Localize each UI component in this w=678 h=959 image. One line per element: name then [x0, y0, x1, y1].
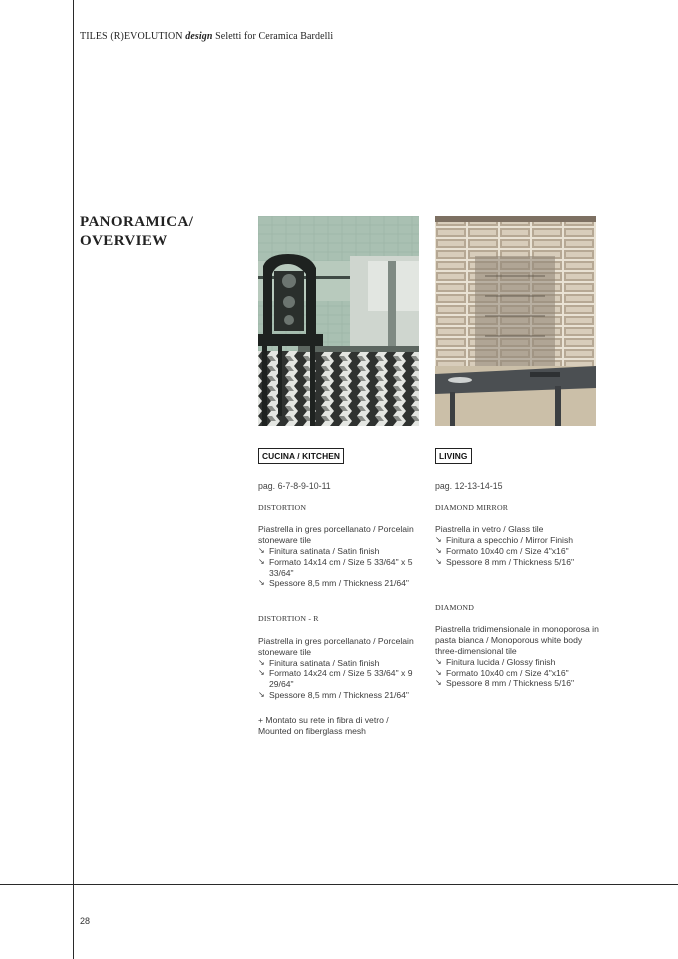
page-title — [80, 213, 193, 251]
page-reference: pag. 12-13-14-15 — [435, 480, 503, 491]
spec-item: ↘ Spessore 8,5 mm / Thickness 21/64" — [258, 578, 409, 589]
arrow-icon: ↘ — [435, 667, 442, 677]
left-margin-rule — [73, 0, 74, 959]
title-line-2: OVERVIEW — [80, 233, 168, 249]
header-design: design — [185, 31, 213, 42]
page-number: 28 — [80, 916, 91, 926]
product-description: Piastrella in gres porcellanato / Porcelain stoneware tile — [258, 635, 414, 657]
footer-rule — [0, 884, 678, 885]
living-photo — [435, 216, 596, 426]
mounting-note: + Montato su rete in fibra di vetro / Mounted on fiberglass mesh — [258, 714, 389, 736]
category-badge-kitchen: CUCINA / KITCHEN — [258, 448, 344, 464]
arrow-icon: ↘ — [435, 656, 442, 666]
product-name: DIAMOND — [435, 602, 475, 612]
product-name: DISTORTION — [258, 502, 307, 512]
spec-item: ↘ Formato 14x24 cm / Size 5 33/64" x 9 29/64" — [258, 668, 413, 690]
spec-item: ↘ Formato 10x40 cm / Size 4"x16" — [435, 545, 569, 556]
header-credit: Seletti for Ceramica Bardelli — [215, 31, 334, 42]
product-name: DIAMOND MIRROR — [435, 502, 509, 512]
product-description: Piastrella tridimensionale in monoporosa in pasta bianca / Monoporous white body three-dimensional tile — [435, 624, 599, 656]
header-collection: TILES (R)EVOLUTION — [80, 31, 183, 42]
product-description: Piastrella in vetro / Glass tile — [435, 524, 544, 535]
spec-item: ↘ Finitura satinata / Satin finish — [258, 657, 380, 668]
arrow-icon: ↘ — [435, 545, 442, 555]
arrow-icon: ↘ — [258, 545, 265, 555]
product-name: DISTORTION - R — [258, 614, 319, 624]
kitchen-photo — [258, 216, 419, 426]
arrow-icon: ↘ — [258, 668, 265, 678]
arrow-icon: ↘ — [435, 678, 442, 688]
spec-item: ↘ Formato 14x14 cm / Size 5 33/64" x 5 33/64" — [258, 556, 413, 578]
page-reference: pag. 6-7-8-9-10-11 — [258, 480, 331, 491]
title-line-1: PANORAMICA/ — [80, 214, 194, 230]
arrow-icon: ↘ — [258, 657, 265, 667]
arrow-icon: ↘ — [435, 556, 442, 566]
spec-item: ↘ Spessore 8 mm / Thickness 5/16" — [435, 556, 575, 567]
spec-item: ↘ Spessore 8 mm / Thickness 5/16" — [435, 678, 575, 689]
arrow-icon: ↘ — [258, 556, 265, 566]
spec-item: ↘ Finitura satinata / Satin finish — [258, 545, 380, 556]
arrow-icon: ↘ — [435, 535, 442, 545]
arrow-icon: ↘ — [258, 689, 265, 699]
running-header — [80, 31, 333, 42]
spec-item: ↘ Finitura a specchio / Mirror Finish — [435, 535, 574, 546]
spec-item: ↘ Spessore 8,5 mm / Thickness 21/64" — [258, 689, 409, 700]
spec-item: ↘ Formato 10x40 cm / Size 4"x16" — [435, 667, 569, 678]
kitchen-column — [258, 448, 423, 736]
product-description: Piastrella in gres porcellanato / Porcelain stoneware tile — [258, 524, 414, 546]
arrow-icon: ↘ — [258, 578, 265, 588]
living-column — [435, 448, 600, 689]
category-badge-living: LIVING — [435, 448, 472, 464]
spec-item: ↘ Finitura lucida / Glossy finish — [435, 656, 556, 667]
